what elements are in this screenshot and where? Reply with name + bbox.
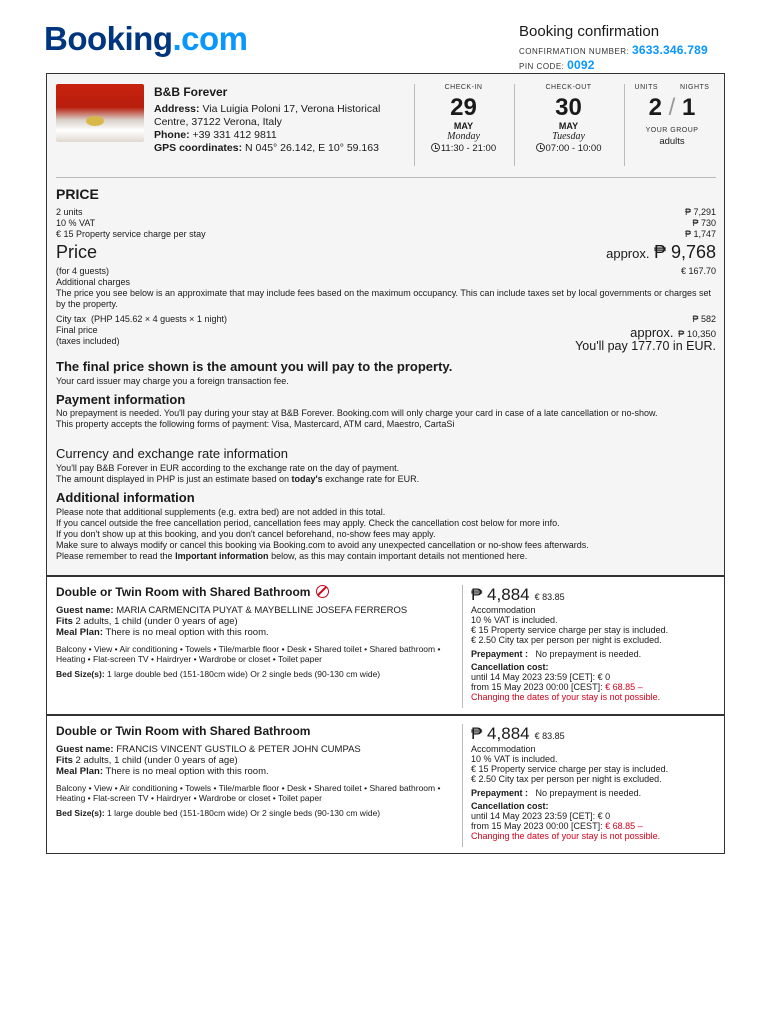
price-row: 10 % VAT ₱ 730: [56, 218, 716, 228]
final-price-notice: The final price shown is the amount you will pay to the property.: [56, 359, 453, 374]
additional-info-heading: Additional information: [56, 490, 195, 505]
clock-icon: [536, 143, 545, 152]
price-total: approx. ₱ 9,768: [606, 242, 716, 262]
room-card: [46, 576, 725, 715]
hotel-gps: GPS coordinates: N 045° 26.142, E 10° 59.163: [154, 142, 379, 154]
divider: [624, 84, 625, 166]
room-price: ₱ 4,884: [471, 585, 530, 604]
check-out: CHECK-OUT 30 MAY Tuesday 07:00 - 10:00: [515, 84, 622, 154]
additional-info: Please note that additional supplements (e.g. extra bed) are not added in this total. If you cancel outside the free cancellation period, cancellation fees may apply. Check the cancellation cost below for more info. If you don't show up at this booking, and you don't cancel beforehand, no-show fees may apply. Make sure to always modify or cancel this booking via Booking.com to avoid any unexpected cancellation or no-show fees afterwards. Please remember to read the Important information below, as this may contain important details not mentioned here.: [56, 507, 589, 561]
confirmation-header: [519, 23, 708, 72]
hotel-details: [154, 103, 404, 155]
room-price: ₱ 4,884: [471, 724, 530, 743]
price-row: 2 units ₱ 7,291: [56, 207, 716, 217]
city-tax-row: City tax (PHP 145.62 × 4 guests × 1 night) ₱ 582: [56, 314, 716, 324]
room-title: Double or Twin Room with Shared Bathroom: [56, 724, 311, 738]
payment-info: No prepayment is needed. You'll pay during your stay at B&B Forever. Booking.com will only charge your card in case of a late cancellation or no-show. This property accepts the following forms of payment: Visa, Mastercard, ATM card, Maestro, CartaSi: [56, 408, 658, 429]
confirmation-number-row: CONFIRMATION NUMBER: 3633.346.789: [519, 43, 708, 57]
booking-logo: Booking.com: [44, 20, 248, 57]
room-guest-info: Guest name: MARIA CARMENCITA PUYAT & MAYBELLINE JOSEFA FERREROS Fits 2 adults, 1 child (under 0 years of age) Meal Plan: There is no meal option with this room.: [56, 605, 408, 638]
hotel-address: Address: Via Luigia Poloni 17, Verona Historical Centre, 37122 Verona, Italy: [154, 103, 381, 128]
price-eur: € 167.70: [680, 266, 716, 276]
room-bed-size: Bed Size(s): 1 large double bed (151-180cm wide) Or 2 single beds (90-130 cm wide): [56, 808, 381, 818]
check-out-day: 30: [555, 94, 582, 121]
taxes-included: (taxes included): [56, 336, 120, 346]
card-fee-notice: Your card issuer may charge you a foreign transaction fee.: [56, 376, 289, 386]
final-price: approx. ₱ 10,350: [630, 325, 716, 340]
confirmation-title: Booking confirmation: [519, 23, 660, 40]
room-price-details: ₱ 4,884 € 83.85 Accommodation 10 % VAT is included. € 15 Property service charge per stay is included. € 2.50 City tax per person per night is excluded. Prepayment : No prepayment is needed. Cancellation cost: until 14 May 2023 23:59 [CET]: € 0 from 15 May 2023 00:00 [CEST]: € 68.85 – Changing the dates of your stay is not possible.: [471, 585, 669, 702]
room-facilities: Balcony • View • Air conditioning • Towels • Tile/marble floor • Desk • Shared toilet • Shared bathroom • Heating • Flat-screen TV • Hairdryer • Wardrobe or closet • Toilet paper: [56, 644, 441, 664]
pay-in-eur: You'll pay 177.70 in EUR.: [575, 339, 716, 353]
price-disclaimer: The price you see below is an approximate that may include fees based on the maximum occupancy. This can include taxes set by local governments or charges set by the property.: [56, 288, 712, 309]
room-title: Double or Twin Room with Shared Bathroom: [56, 585, 329, 599]
pin-code-row: PIN CODE: 0092: [519, 58, 595, 72]
check-in-day: 29: [450, 94, 477, 121]
divider: [56, 177, 716, 178]
pin-code: 0092: [567, 58, 595, 72]
booking-summary: [46, 73, 725, 576]
hotel-photo: [56, 84, 144, 142]
price-heading: PRICE: [56, 186, 99, 202]
group-value: adults: [659, 136, 685, 147]
units-value: 2: [648, 94, 662, 121]
room-card: [46, 715, 725, 854]
currency-info: You'll pay B&B Forever in EUR according to the exchange rate on the day of payment. The amount displayed in PHP is just an estimate based on today's exchange rate for EUR.: [56, 463, 420, 484]
room-bed-size: Bed Size(s): 1 large double bed (151-180cm wide) Or 2 single beds (90-130 cm wide): [56, 669, 381, 679]
hotel-name: B&B Forever: [154, 85, 228, 99]
divider: [462, 585, 463, 708]
room-price-details: ₱ 4,884 € 83.85 Accommodation 10 % VAT is included. € 15 Property service charge per stay is included. € 2.50 City tax per person per night is excluded. Prepayment : No prepayment is needed. Cancellation cost: until 14 May 2023 23:59 [CET]: € 0 from 15 May 2023 00:00 [CEST]: € 68.85 – Changing the dates of your stay is not possible.: [471, 724, 669, 841]
guest-count: (for 4 guests): [56, 266, 110, 276]
divider: [462, 724, 463, 847]
clock-icon: [431, 143, 440, 152]
no-smoking-icon: [316, 585, 329, 598]
hotel-phone: Phone: +39 331 412 9811: [154, 129, 277, 141]
final-price-label: Final price: [56, 325, 98, 335]
additional-charges: Additional charges: [56, 277, 131, 287]
nights-value: 1: [682, 94, 696, 121]
price-label: Price: [56, 242, 98, 262]
payment-heading: Payment information: [56, 392, 186, 407]
room-facilities: Balcony • View • Air conditioning • Towels • Tile/marble floor • Desk • Shared toilet • Shared bathroom • Heating • Flat-screen TV • Hairdryer • Wardrobe or closet • Toilet paper: [56, 783, 441, 803]
units-nights: UNITS NIGHTS 2 / 1 YOUR GROUP adults: [627, 84, 717, 147]
confirmation-number: 3633.346.789: [632, 43, 708, 57]
currency-heading: Currency and exchange rate information: [56, 446, 288, 461]
price-breakdown: [56, 207, 716, 240]
room-guest-info: Guest name: FRANCIS VINCENT GUSTILO & PETER JOHN CUMPAS Fits 2 adults, 1 child (under 0 years of age) Meal Plan: There is no meal option with this room.: [56, 744, 361, 777]
check-in: CHECK-IN 29 MAY Monday 11:30 - 21:00: [415, 84, 512, 154]
price-row: € 15 Property service charge per stay ₱ 1,747: [56, 229, 716, 239]
